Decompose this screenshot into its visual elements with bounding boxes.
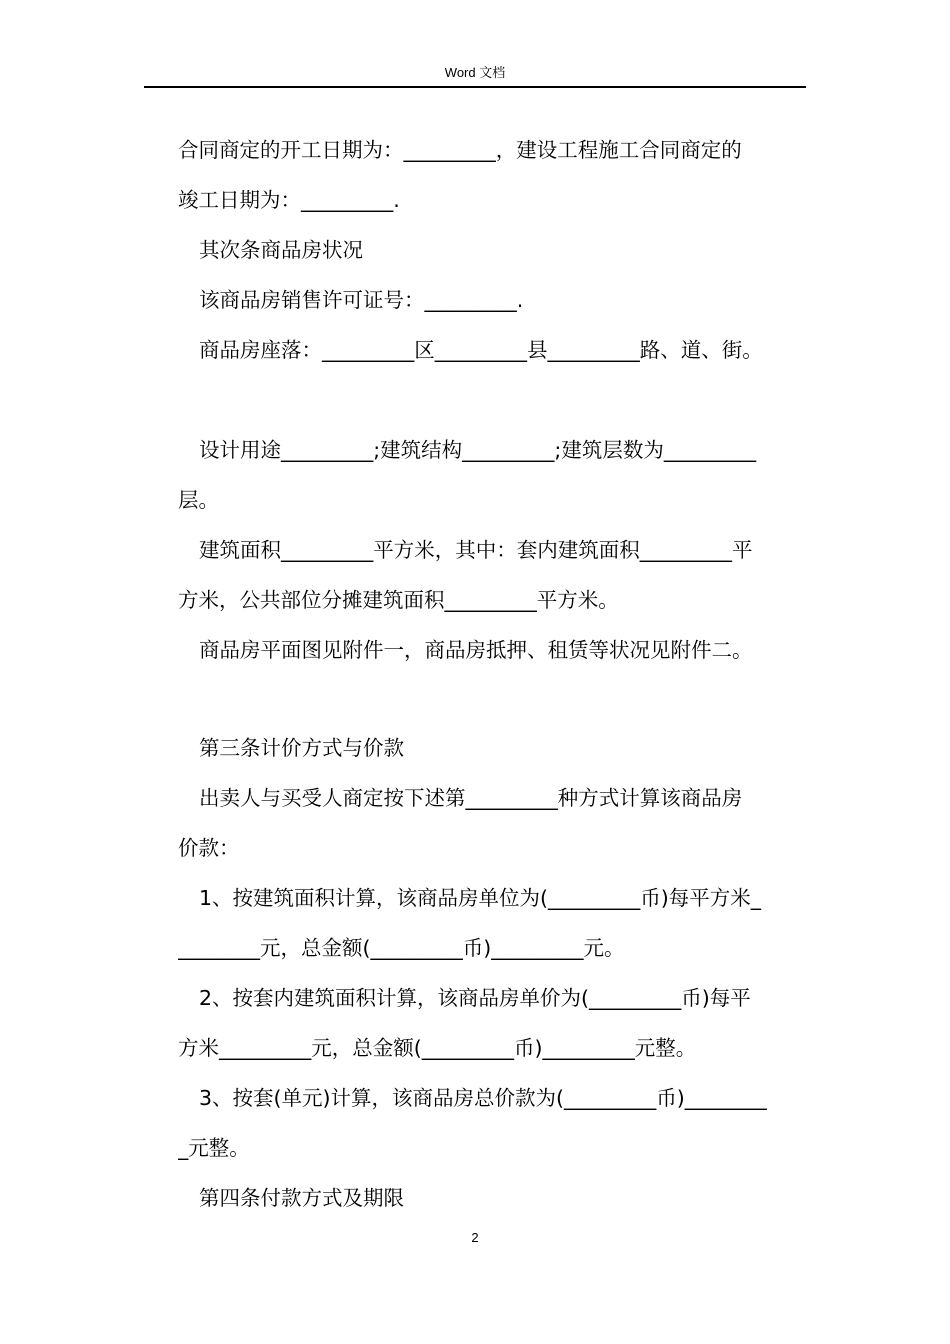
text-line: 方米，公共部位分摊建筑面积_________平方米。: [178, 588, 619, 612]
section-heading: 第四条付款方式及期限: [199, 1186, 404, 1210]
text-line: 价款：: [178, 836, 240, 860]
text-line: 2、按套内建筑面积计算，该商品房单价为(_________币)每平: [199, 986, 751, 1010]
text-line: 商品房座落：_________区_________县_________路、道、街。: [199, 338, 763, 362]
section-heading: 其次条商品房状况: [199, 238, 363, 262]
text-line: 竣工日期为：_________.: [178, 188, 400, 212]
text-line: 层。: [178, 488, 219, 512]
text-line: 该商品房销售许可证号：_________.: [199, 288, 524, 312]
text-line: 1、按建筑面积计算，该商品房单位为(_________币)每平方米_: [199, 886, 762, 910]
page-header: Word 文档: [444, 65, 506, 80]
page-number: 2: [471, 1230, 479, 1245]
text-line: 设计用途_________;建筑结构_________;建筑层数为_________: [199, 438, 757, 462]
text-line: _元整。: [178, 1136, 250, 1160]
text-line: 3、按套(单元)计算，该商品房总价款为(_________币)________: [199, 1086, 767, 1110]
text-line: ________元，总金额(_________币)_________元。: [178, 936, 625, 960]
text-line: 建筑面积_________平方米，其中：套内建筑面积_________平: [199, 538, 753, 562]
text-line: 合同商定的开工日期为：_________，建设工程施工合同商定的: [178, 138, 742, 162]
text-line: 商品房平面图见附件一，商品房抵押、租赁等状况见附件二。: [199, 638, 753, 662]
text-line: 出卖人与买受人商定按下述第_________种方式计算该商品房: [199, 786, 743, 810]
section-heading: 第三条计价方式与价款: [199, 736, 404, 760]
text-line: 方米_________元，总金额(_________币)_________元整。: [178, 1036, 697, 1060]
header-divider: [144, 86, 806, 88]
